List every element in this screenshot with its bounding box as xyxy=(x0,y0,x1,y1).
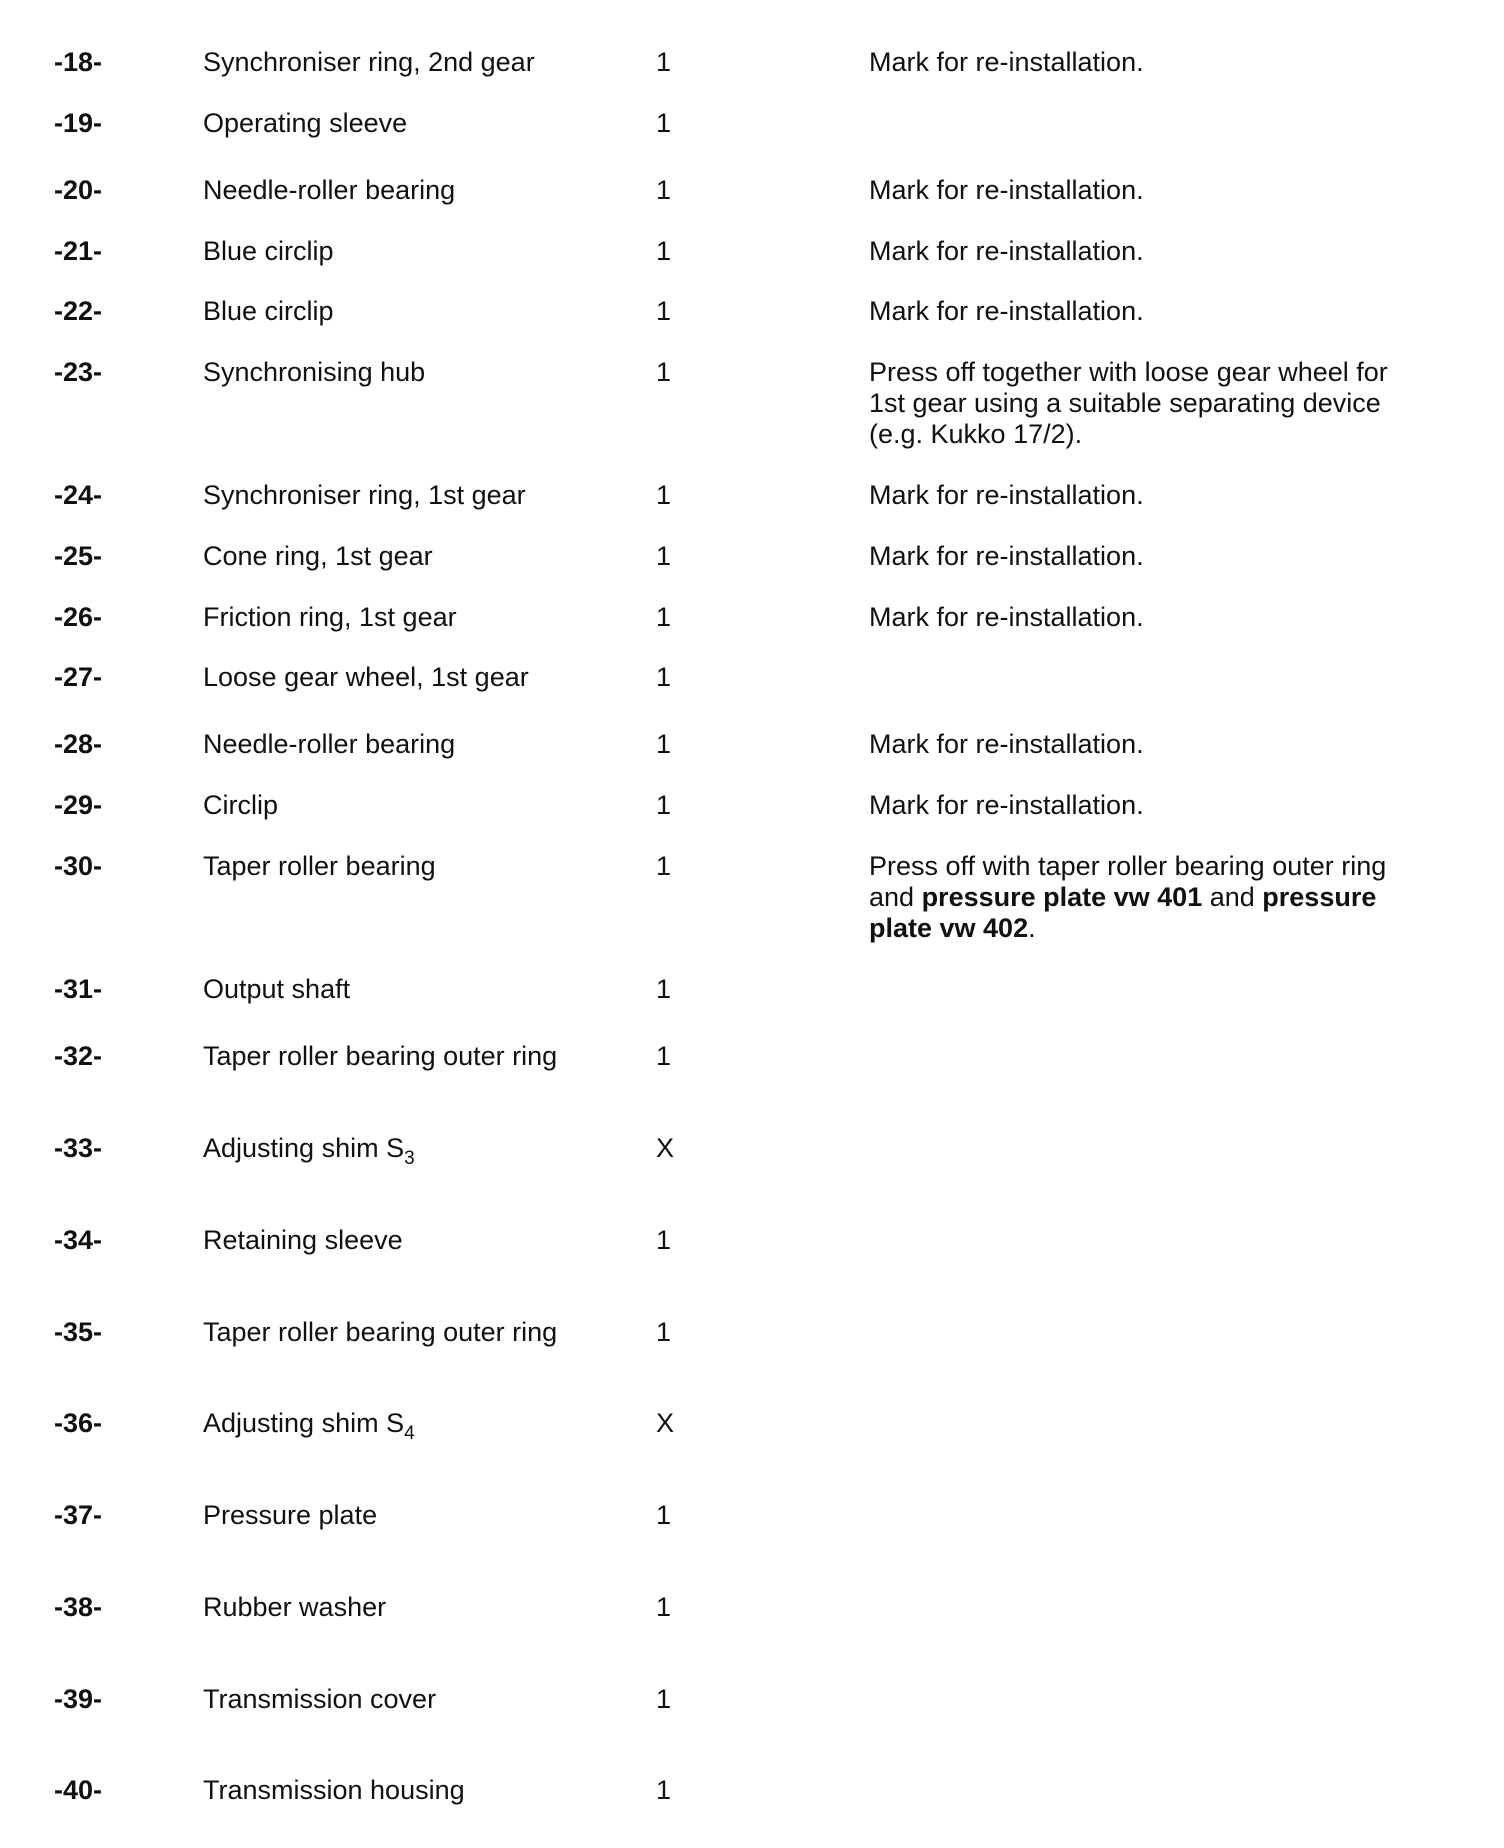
note: Mark for re-installation. xyxy=(869,602,1144,632)
item-number: -40- xyxy=(54,1775,103,1805)
tool-reference: pressure plate vw 401 xyxy=(921,882,1203,912)
quantity: 1 xyxy=(656,108,672,138)
item-number: -29- xyxy=(54,790,103,820)
note: Mark for re-installation. xyxy=(869,175,1144,205)
part-name: Synchroniser ring, 1st gear xyxy=(203,480,526,510)
part-name: Friction ring, 1st gear xyxy=(203,602,457,632)
item-number: -28- xyxy=(54,729,103,759)
quantity: X xyxy=(656,1408,675,1438)
item-number: -21- xyxy=(54,236,103,266)
part-name: Synchronising hub xyxy=(203,357,426,387)
subscript: 3 xyxy=(404,1148,415,1169)
item-number: -27- xyxy=(54,662,103,692)
item-number: -26- xyxy=(54,602,103,632)
part-name: Rubber washer xyxy=(203,1592,387,1622)
item-number: -23- xyxy=(54,357,103,387)
part-name: Cone ring, 1st gear xyxy=(203,541,433,571)
item-number: -18- xyxy=(54,47,103,77)
part-name xyxy=(203,1408,415,1444)
item-number: -39- xyxy=(54,1684,103,1714)
part-name: Taper roller bearing xyxy=(203,851,436,881)
part-name-text: Adjusting shim S xyxy=(203,1408,405,1438)
item-number: -22- xyxy=(54,296,103,326)
quantity: 1 xyxy=(656,296,672,326)
part-name: Circlip xyxy=(203,790,279,820)
part-name: Output shaft xyxy=(203,974,351,1004)
quantity: 1 xyxy=(656,662,672,692)
part-name: Pressure plate xyxy=(203,1500,378,1530)
quantity: 1 xyxy=(656,175,672,205)
note-text: and xyxy=(1202,882,1263,912)
part-name: Retaining sleeve xyxy=(203,1225,403,1255)
part-name: Blue circlip xyxy=(203,236,334,266)
part-name: Loose gear wheel, 1st gear xyxy=(203,662,529,692)
note: Mark for re-installation. xyxy=(869,236,1144,266)
note: Mark for re-installation. xyxy=(869,480,1144,510)
item-number: -31- xyxy=(54,974,103,1004)
part-name: Synchroniser ring, 2nd gear xyxy=(203,47,535,77)
quantity: 1 xyxy=(656,1592,672,1622)
part-name: Needle-roller bearing xyxy=(203,175,456,205)
part-name-text: Adjusting shim S xyxy=(203,1133,405,1163)
quantity: 1 xyxy=(656,790,672,820)
quantity: 1 xyxy=(656,602,672,632)
item-number: -37- xyxy=(54,1500,103,1530)
quantity: 1 xyxy=(656,1317,672,1347)
quantity: 1 xyxy=(656,541,672,571)
item-number: -19- xyxy=(54,108,103,138)
part-name: Needle-roller bearing xyxy=(203,729,456,759)
quantity: 1 xyxy=(656,480,672,510)
part-name xyxy=(203,1133,415,1169)
note: Mark for re-installation. xyxy=(869,47,1144,77)
quantity: 1 xyxy=(656,236,672,266)
part-name: Blue circlip xyxy=(203,296,334,326)
part-name: Taper roller bearing outer ring xyxy=(203,1317,558,1347)
item-number: -25- xyxy=(54,541,103,571)
quantity: 1 xyxy=(656,729,672,759)
part-name: Operating sleeve xyxy=(203,108,408,138)
item-number: -34- xyxy=(54,1225,103,1255)
part-name: Transmission housing xyxy=(203,1775,465,1805)
item-number: -35- xyxy=(54,1317,103,1347)
part-name: Transmission cover xyxy=(203,1684,437,1714)
quantity: 1 xyxy=(656,1225,672,1255)
quantity: 1 xyxy=(656,1684,672,1714)
item-number: -24- xyxy=(54,480,103,510)
note xyxy=(869,851,1429,944)
note-text: Press off with taper roller bearing outer ring and xyxy=(869,851,1387,912)
tool-reference: pressure plate vw 402 xyxy=(869,882,1377,943)
quantity: 1 xyxy=(656,974,672,1004)
subscript: 4 xyxy=(404,1423,415,1444)
note: Mark for re-installation. xyxy=(869,296,1144,326)
quantity: 1 xyxy=(656,1775,672,1805)
quantity: 1 xyxy=(656,1500,672,1530)
quantity: 1 xyxy=(656,1041,672,1071)
item-number: -32- xyxy=(54,1041,103,1071)
quantity: 1 xyxy=(656,851,672,881)
item-number: -30- xyxy=(54,851,103,881)
note: Mark for re-installation. xyxy=(869,790,1144,820)
note: Mark for re-installation. xyxy=(869,729,1144,759)
item-number: -36- xyxy=(54,1408,103,1438)
note: Press off together with loose gear wheel for 1st gear using a suitable separating device (e.g. Kukko 17/2). xyxy=(869,357,1388,449)
item-number: -20- xyxy=(54,175,103,205)
item-number: -38- xyxy=(54,1592,103,1622)
quantity: X xyxy=(656,1133,675,1163)
quantity: 1 xyxy=(656,47,672,77)
part-name: Taper roller bearing outer ring xyxy=(203,1041,558,1071)
quantity: 1 xyxy=(656,357,672,387)
item-number: -33- xyxy=(54,1133,103,1163)
note: Mark for re-installation. xyxy=(869,541,1144,571)
note-text: . xyxy=(1028,913,1036,943)
